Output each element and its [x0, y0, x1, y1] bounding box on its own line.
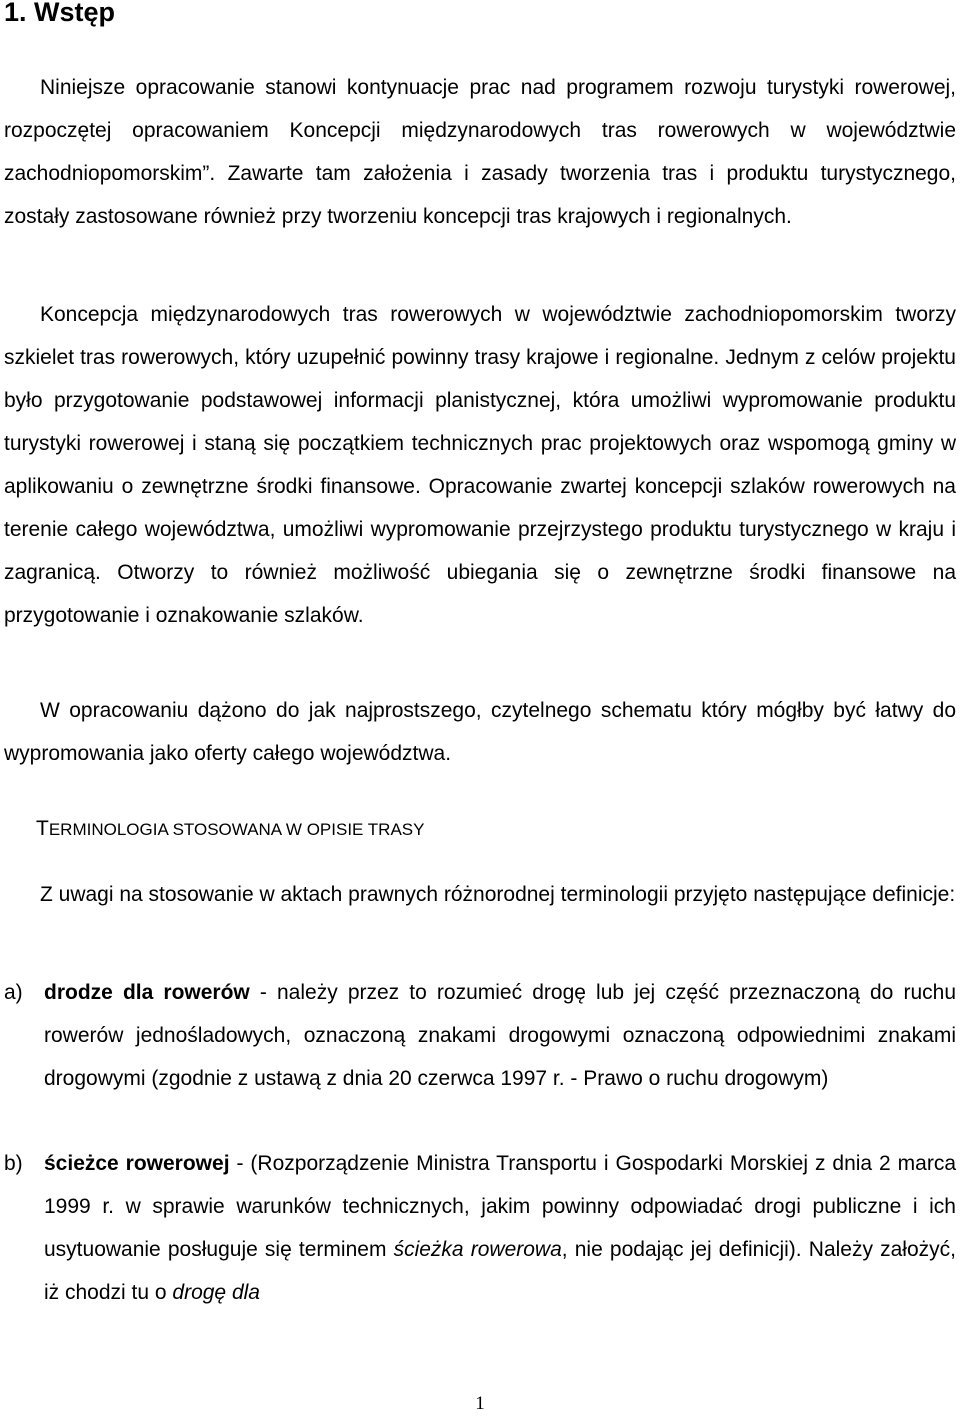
definition-item-a — [4, 971, 956, 1100]
page-number: 1 — [475, 1393, 485, 1414]
definition-body-continued: , nie podając jej definicji). Należy założyć, iż chodzi tu o — [44, 1238, 956, 1304]
section-heading-initial: T — [36, 817, 49, 840]
definition-letter: a) — [4, 981, 23, 1004]
section-heading-terminology — [36, 817, 424, 841]
definition-text — [44, 971, 956, 1100]
definition-italic-trailing: drogę dla — [172, 1281, 260, 1304]
paragraph-terminology-intro: Z uwagi na stosowanie w aktach prawnych różnorodnej terminologii przyjęto następujące definicje: — [40, 883, 956, 906]
definition-italic-term: ścieżka rowerowa — [393, 1238, 562, 1261]
definition-item-b — [4, 1142, 956, 1314]
definition-text — [44, 1142, 956, 1314]
definition-body: - należy przez to rozumieć drogę lub jej część przeznaczoną do ruchu rowerów jednośladowych, oznaczoną znakami drogowymi oznaczoną odpowiednimi znakami drogowymi (zgodnie z ustawą z dnia 20 czerwca 1997 r. - Prawo o ruchu drogowym) — [44, 981, 956, 1090]
definition-term: drodze dla rowerów — [44, 981, 250, 1004]
section-heading-rest: ERMINOLOGIA STOSOWANA W OPISIE TRASY — [48, 820, 425, 839]
paragraph-concept: Koncepcja międzynarodowych tras rowerowych w województwie zachodniopomorskim tworzy szkielet tras rowerowych, który uzupełnić powinny trasy krajowe i regionalne. Jednym z celów projektu było przygotowanie podstawowej informacji planistycznej, która umożliwi wypromowanie produktu turystyki rowerowej i staną się początkiem technicznych prac projektowych oraz wspomogą gminy w aplikowaniu o zewnętrzne środki finansowe. Opracowanie zwartej koncepcji szlaków rowerowych na terenie całego województwa, umożliwi wypromowanie przejrzystego produktu turystycznego w kraju i zagranicą. Otworzy to również możliwość ubiegania się o zewnętrzne środki finansowe na przygotowanie i oznakowanie szlaków. — [4, 303, 956, 627]
page-heading: 1. Wstęp — [4, 0, 116, 27]
definition-letter: b) — [4, 1152, 23, 1175]
definition-term: ścieżce rowerowej — [44, 1152, 230, 1175]
paragraph-intro: Niniejsze opracowanie stanowi kontynuacje prac nad programem rozwoju turystyki rowerowej, rozpoczętej opracowaniem Koncepcji międzynarodowych tras rowerowych w województwie zachodniopomorskim”. Zawarte tam założenia i zasady tworzenia tras i produktu turystycznego, zostały zastosowane również przy tworzeniu koncepcji tras krajowych i regionalnych. — [4, 76, 956, 228]
definition-body: - (Rozporządzenie Ministra Transportu i Gospodarki Morskiej z dnia 2 marca 1999 r. w sprawie warunków technicznych, jakim powinny odpowiadać drogi publiczne i ich usytuowanie posługuje się terminem — [44, 1152, 956, 1261]
paragraph-summary: W opracowaniu dążono do jak najprostszego, czytelnego schematu który mógłby być łatwy do wypromowania jako oferty całego województwa. — [4, 699, 956, 765]
